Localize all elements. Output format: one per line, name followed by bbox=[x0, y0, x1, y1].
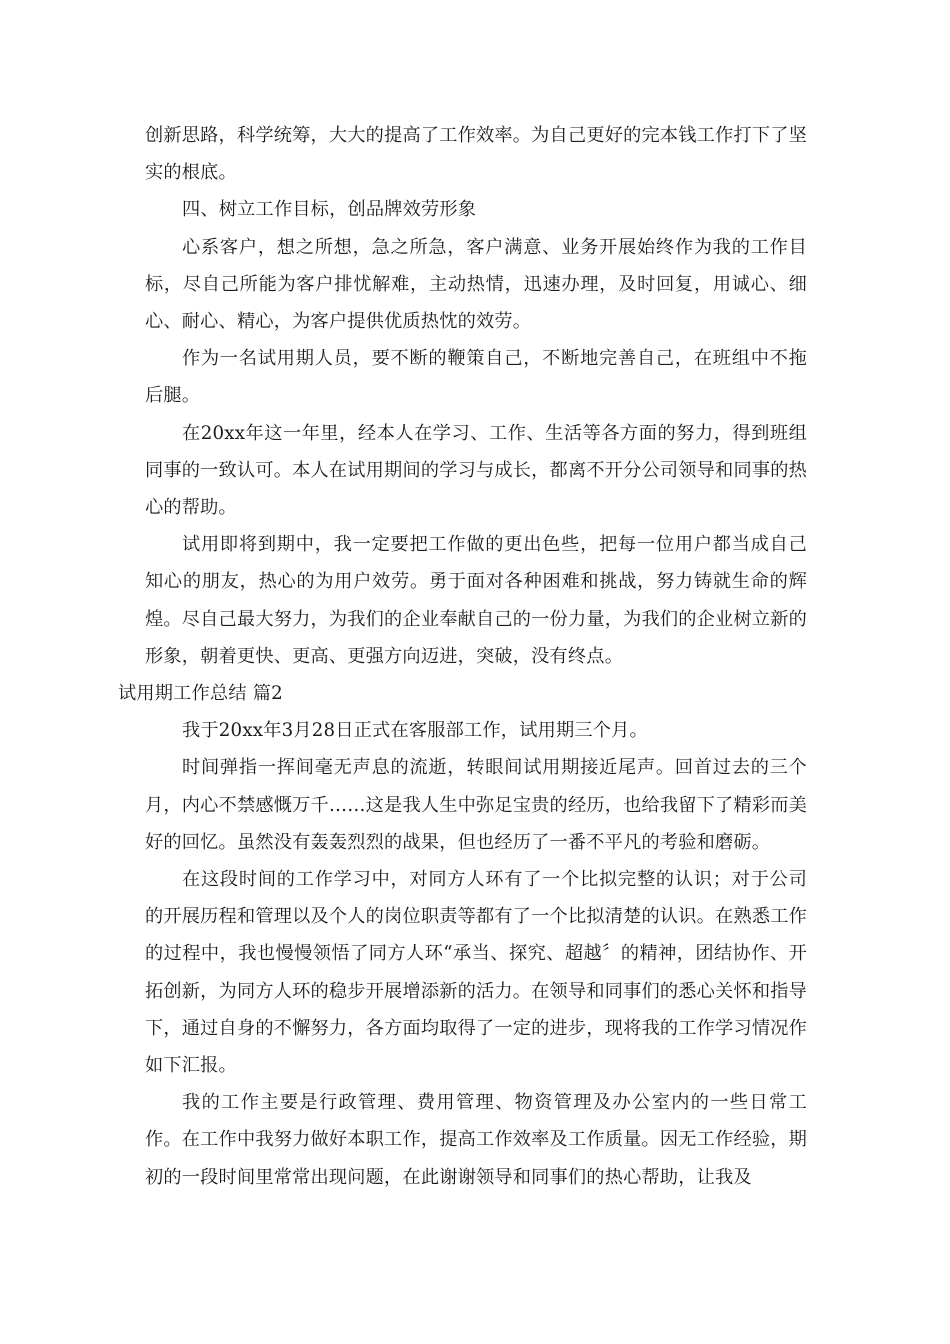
section-heading-four: 四、树立工作目标，创品牌效劳形象 bbox=[182, 199, 477, 221]
paragraph: 在20xx年这一年里，经本人在学习、工作、生活等各方面的努力，得到班组同事的一致认可。本人在试用期间的学习与成长，都离不开分公司领导和同事的热心的帮助。 bbox=[145, 422, 807, 519]
paragraph: 我的工作主要是行政管理、费用管理、物资管理及办公室内的一些日常工作。在工作中我努力做好本职工作，提高工作效率及工作质量。因无工作经验，期初的一段时间里常常出现问题，在此谢谢领导和同事们的热心帮助，让我及 bbox=[145, 1092, 807, 1188]
paragraph: 我于20xx年3月28日正式在客服部工作，试用期三个月。 bbox=[182, 720, 648, 742]
paragraph: 试用即将到期中，我一定要把工作做的更出色些，把每一位用户都当成自己知心的朋友，热心的为用户效劳。勇于面对各种困难和挑战，努力铸就生命的辉煌。尽自己最大努力，为我们的企业奉献自己的一份力量，为我们的企业树立新的形象，朝着更快、更高、更强方向迈进，突破，没有终点。 bbox=[145, 534, 807, 667]
paragraph-continuation: 创新思路，科学统筹，大大的提高了工作效率。为自己更好的完本钱工作打下了坚实的根底。 bbox=[145, 125, 807, 184]
paragraph: 心系客户，想之所想，急之所急，客户满意、业务开展始终作为我的工作目标，尽自己所能为客户排忧解难，主动热情，迅速办理，及时回复，用诚心、细心、耐心、精心，为客户提供优质热忱的效劳。 bbox=[145, 236, 807, 333]
document-body bbox=[118, 117, 807, 1196]
paragraph: 在这段时间的工作学习中，对同方人环有了一个比拟完整的认识；对于公司的开展历程和管理以及个人的岗位职责等都有了一个比拟清楚的认识。在熟悉工作的过程中，我也慢慢领悟了同方人环“承当、探究、超越〞的精神，团结协作、开拓创新，为同方人环的稳步开展增添新的活力。在领导和同事们的悉心关怀和指导下，通过自身的不懈努力，各方面均取得了一定的进步，现将我的工作学习情况作如下汇报。 bbox=[145, 869, 807, 1077]
article-heading-part2: 试用期工作总结 篇2 bbox=[118, 683, 283, 705]
paragraph: 时间弹指一挥间毫无声息的流逝，转眼间试用期接近尾声。回首过去的三个月，内心不禁感慨万千……这是我人生中弥足宝贵的经历，也给我留下了精彩而美好的回忆。虽然没有轰轰烈烈的战果，但也经历了一番不平凡的考验和磨砺。 bbox=[145, 757, 807, 853]
paragraph: 作为一名试用期人员，要不断的鞭策自己，不断地完善自己，在班组中不拖后腿。 bbox=[145, 348, 807, 407]
